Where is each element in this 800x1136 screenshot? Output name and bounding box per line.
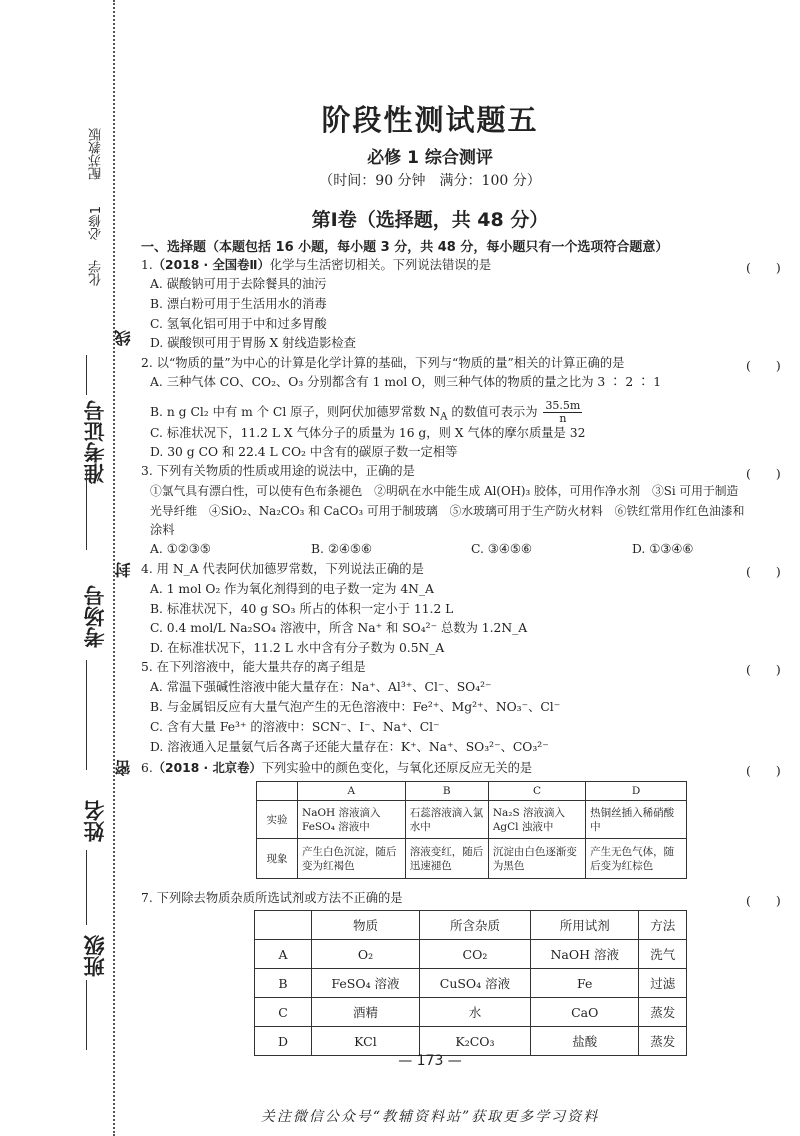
q6-header-empty xyxy=(257,782,298,801)
q2-option-b-sub: A xyxy=(440,410,448,423)
q7-cell: CaO xyxy=(531,998,639,1027)
q5-option-c: C. 含有大量 Fe³⁺ 的溶液中：SCN⁻、I⁻、Na⁺、Cl⁻ xyxy=(150,720,440,734)
q7-cell: 蒸发 xyxy=(639,998,687,1027)
label-exam-room: 考场号 xyxy=(83,585,107,648)
q7-cell: 水 xyxy=(419,998,530,1027)
seal-feng: 封 xyxy=(114,562,133,578)
q3-option-c: C. ③④⑤⑥ xyxy=(471,542,532,556)
q6-table-header-row xyxy=(257,782,687,801)
q1-option-b: B. 漂白粉可用于生活用水的消毒 xyxy=(150,297,327,311)
q2-fraction xyxy=(543,400,582,425)
q3-line-2: 光导纤维 ④SiO₂、Na₂CO₃ 和 CaCO₃ 可用于制玻璃 ⑤水玻璃可用于生产防火材料 ⑥铁红常用作红色油漆和 xyxy=(150,504,745,518)
q6-row1-b: 石蕊溶液滴入氯水中 xyxy=(405,801,488,839)
q6-header-d: D xyxy=(586,782,687,801)
q7-cell: 过滤 xyxy=(639,969,687,998)
label-ticket-number: 准考证号 xyxy=(83,400,107,484)
binding-edition: 配苏教版 xyxy=(89,128,104,180)
q2-answer-bracket[interactable]: ( ) xyxy=(746,358,781,373)
q6-row2-b: 溶液变红，随后迅速褪色 xyxy=(405,839,488,879)
q7-cell: KCl xyxy=(312,1027,420,1056)
table-row xyxy=(255,998,687,1027)
q6-table-row-experiment xyxy=(257,801,687,839)
ticket-underline[interactable] xyxy=(86,470,87,550)
seal-xian: 线 xyxy=(114,330,133,346)
q7-cell: 洗气 xyxy=(639,940,687,969)
table-row xyxy=(255,1027,687,1056)
q6-row2-a: 产生白色沉淀，随后变为红褐色 xyxy=(298,839,406,879)
q7-cell: CuSO₄ 溶液 xyxy=(419,969,530,998)
q1-option-c: C. 氢氧化铝可用于中和过多胃酸 xyxy=(150,317,327,331)
q1-answer-bracket[interactable]: ( ) xyxy=(746,260,781,275)
q7-header-method: 方法 xyxy=(639,911,687,940)
q6-row1-label: 实验 xyxy=(257,801,298,839)
part-instruction: 一、选择题（本题包括 16 小题，每小题 3 分，共 48 分，每小题只有一个选项符合题意） xyxy=(141,240,669,255)
q7-header-substance: 物质 xyxy=(312,911,420,940)
q4-option-a: A. 1 mol O₂ 作为氧化剂得到的电子数一定为 4N_A xyxy=(150,582,434,596)
q7-cell: B xyxy=(255,969,312,998)
q3-line-1: ①氯气具有漂白性，可以使有色布条褪色 ②明矾在水中能生成 Al(OH)₃ 胶体，可用作净水剂 ③Si 可用于制造 xyxy=(150,484,739,498)
q5-answer-bracket[interactable]: ( ) xyxy=(746,662,781,677)
q3-answer-bracket[interactable]: ( ) xyxy=(746,466,781,481)
q6-number: 6. xyxy=(141,761,153,775)
q6-row1-c: Na₂S 溶液滴入 AgCl 浊液中 xyxy=(488,801,585,839)
q2-option-b-pre: B. n g Cl₂ 中有 m 个 Cl 原子，则阿伏加德罗常数 N xyxy=(150,405,441,420)
q4-option-b: B. 标准状况下，40 g SO₃ 所占的体积一定小于 11.2 L xyxy=(150,602,454,616)
q7-cell: FeSO₄ 溶液 xyxy=(312,969,420,998)
time-info: （时间：90 分钟 满分：100 分） xyxy=(319,173,541,189)
section-title: 第Ⅰ卷（选择题，共 48 分） xyxy=(311,209,549,231)
q6-row2-label: 现象 xyxy=(257,839,298,879)
q4-answer-bracket[interactable]: ( ) xyxy=(746,564,781,579)
q6-header-b: B xyxy=(405,782,488,801)
q7-cell: NaOH 溶液 xyxy=(531,940,639,969)
q6-header-a: A xyxy=(298,782,406,801)
page-number: — 173 — xyxy=(398,1053,462,1069)
q7-cell: C xyxy=(255,998,312,1027)
q7-cell: 酒精 xyxy=(312,998,420,1027)
q1-option-a: A. 碳酸钠可用于去除餐具的油污 xyxy=(150,277,327,291)
label-class: 班级 xyxy=(83,935,107,977)
q7-cell: 蒸发 xyxy=(639,1027,687,1056)
q3-option-b: B. ②④⑤⑥ xyxy=(311,542,372,556)
ticket-underline-top xyxy=(86,355,87,395)
q6-table-row-phenomenon xyxy=(257,839,687,879)
q7-header-impurity: 所含杂质 xyxy=(419,911,530,940)
q7-cell: O₂ xyxy=(312,940,420,969)
q4-option-d: D. 在标准状况下，11.2 L 水中含有分子数为 0.5N_A xyxy=(150,641,445,655)
seal-mi: 密 xyxy=(114,760,133,776)
q6-row1-d: 热铜丝插入稀硝酸中 xyxy=(586,801,687,839)
table-row xyxy=(255,969,687,998)
q3-option-a: A. ①②③⑤ xyxy=(150,542,211,556)
q1-number: 1. xyxy=(141,258,153,272)
q7-cell: CO₂ xyxy=(419,940,530,969)
q6-stem-text: 下列实验中的颜色变化，与氧化还原反应无关的是 xyxy=(261,761,533,775)
q6-answer-bracket[interactable]: ( ) xyxy=(746,763,781,778)
q7-cell: A xyxy=(255,940,312,969)
q7-header-reagent: 所用试剂 xyxy=(531,911,639,940)
q2-option-b xyxy=(150,400,582,425)
q3-stem: 3. 下列有关物质的性质或用途的说法中，正确的是 xyxy=(141,464,415,478)
q7-cell: K₂CO₃ xyxy=(419,1027,530,1056)
q1-stem-text: 化学与生活密切相关。下列说法错误的是 xyxy=(269,258,492,272)
q2-option-d: D. 30 g CO 和 22.4 L CO₂ 中含有的碳原子数一定相等 xyxy=(150,445,458,459)
q2-stem: 2. 以“物质的量”为中心的计算是化学计算的基础，下列与“物质的量”相关的计算正确的是 xyxy=(141,356,625,370)
q7-cell: Fe xyxy=(531,969,639,998)
q4-option-c: C. 0.4 mol/L Na₂SO₄ 溶液中，所含 Na⁺ 和 SO₄²⁻ 总数为 1.2N_A xyxy=(150,621,528,635)
class-underline[interactable] xyxy=(86,980,87,1050)
page-subtitle: 必修 1 综合测评 xyxy=(367,148,493,168)
q7-cell: D xyxy=(255,1027,312,1056)
q2-fraction-den: n xyxy=(559,412,567,426)
q5-stem: 5. 在下列溶液中，能大量共存的离子组是 xyxy=(141,660,366,674)
q6-row2-d: 产生无色气体，随后变为红棕色 xyxy=(586,839,687,879)
q6-header-c: C xyxy=(488,782,585,801)
binding-book: 必修1 xyxy=(89,206,104,241)
q4-stem: 4. 用 N_A 代表阿伏加德罗常数，下列说法正确的是 xyxy=(141,562,424,576)
table-row xyxy=(255,940,687,969)
q5-option-a: A. 常温下强碱性溶液中能大量存在：Na⁺、Al³⁺、Cl⁻、SO₄²⁻ xyxy=(150,680,492,694)
q2-option-a: A. 三种气体 CO、CO₂、O₃ 分别都含有 1 mol O，则三种气体的物质的量之比为 3 ∶ 2 ∶ 1 xyxy=(150,375,662,389)
q7-header-empty xyxy=(255,911,312,940)
q3-option-d: D. ①③④⑥ xyxy=(632,542,694,556)
q6-stem xyxy=(141,761,532,776)
name-underline[interactable] xyxy=(86,850,87,925)
q2-fraction-num: 35.5m xyxy=(545,399,581,412)
q6-table xyxy=(256,781,687,879)
q6-row1-a: NaOH 溶液滴入 FeSO₄ 溶液中 xyxy=(298,801,406,839)
binding-subject: 化学 xyxy=(89,260,104,286)
room-underline[interactable] xyxy=(86,660,87,770)
q7-stem: 7. 下列除去物质杂质所选试剂或方法不正确的是 xyxy=(141,891,403,905)
q7-table-header-row xyxy=(255,911,687,940)
label-name: 姓名 xyxy=(83,800,107,842)
q5-option-d: D. 溶液通入足量氨气后各离子还能大量存在：K⁺、Na⁺、SO₃²⁻、CO₃²⁻ xyxy=(150,740,549,754)
page-title: 阶段性测试题五 xyxy=(321,103,539,137)
q1-source: （2018 · 全国卷Ⅱ） xyxy=(152,258,270,272)
q6-row2-c: 沉淀由白色逐渐变为黑色 xyxy=(488,839,585,879)
q5-option-b: B. 与金属铝反应有大量气泡产生的无色溶液中：Fe²⁺、Mg²⁺、NO₃⁻、Cl⁻ xyxy=(150,700,561,714)
q2-option-c: C. 标准状况下，11.2 L X 气体分子的质量为 16 g，则 X 气体的摩尔质量是 32 xyxy=(150,426,586,440)
q7-table xyxy=(254,910,687,1056)
q1-option-d: D. 碳酸钡可用于胃肠 X 射线造影检查 xyxy=(150,336,356,350)
q3-line-3: 涂料 xyxy=(150,523,175,537)
q6-source: （2018 · 北京卷） xyxy=(152,761,262,775)
q7-answer-bracket[interactable]: ( ) xyxy=(746,893,781,908)
q7-cell: 盐酸 xyxy=(531,1027,639,1056)
q2-option-b-mid: 的数值可表示为 xyxy=(447,405,538,420)
q1-stem xyxy=(141,258,491,273)
footer-note: 关注微信公众号“教辅资料站”获取更多学习资料 xyxy=(260,1109,600,1125)
